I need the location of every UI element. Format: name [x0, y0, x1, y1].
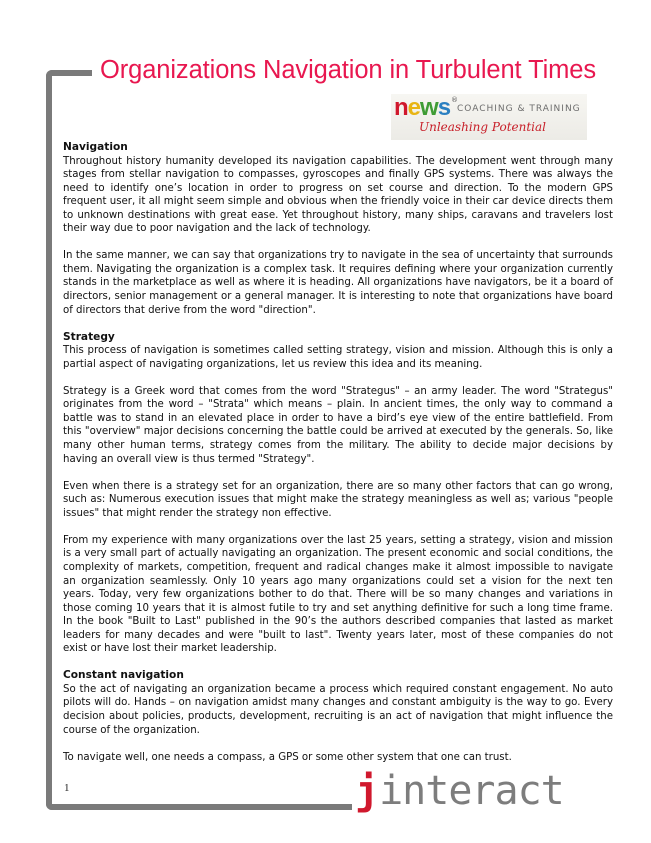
logo-tagline: Unleashing Potential — [419, 120, 547, 134]
section-heading: Navigation — [63, 141, 128, 153]
section-heading: Constant navigation — [63, 669, 184, 682]
registered-mark: ® — [451, 96, 458, 104]
page-number: 1 — [64, 782, 70, 794]
article-body — [63, 141, 613, 778]
section-strategy — [63, 331, 613, 656]
paragraph: This process of navigation is sometimes called setting strategy, vision and mission. Although this is only a partial aspect of navigating organizations, let us review this idea and its meaning. — [63, 345, 613, 370]
paragraph: So the act of navigating an organization became a process which required constant engagement. No auto pilots will do. Hands – on navigation amidst many changes and constant ambiguity is the way to go. Every decision about policies, products, development, recruiting is an act of navigation that might influence the course of the organization. — [63, 683, 613, 736]
section-navigation — [63, 141, 613, 317]
logo-subtitle: COACHING & TRAINING — [457, 104, 581, 114]
logo-wordmark — [394, 96, 450, 120]
frame-left-bar — [46, 70, 52, 810]
paragraph: To navigate well, one needs a compass, a GPS or some other system that one can trust. — [63, 751, 512, 763]
logo-letter-w: w — [420, 94, 438, 121]
section-heading: Strategy — [63, 330, 115, 343]
logo-letter-s: s — [437, 94, 451, 121]
logo-letter-e: e — [407, 94, 421, 121]
frame-top-bar — [46, 70, 92, 76]
interact-logo — [355, 768, 564, 812]
news-coaching-logo — [391, 94, 587, 140]
paragraph: Strategy is a Greek word that comes from the word "Strategus" – an army leader. The word "Strategus" originates from the word – "Strata" which means – plain. In ancient times, the only way to command a battle was to stand in an elevated place in order to have a bird’s eye view of the entire battlefield. From this "overview" major decisions concerning the battle could be arrived at executed by the generals. So, like many other human terms, strategy comes from the military. The ability to decide major decisions by having an overall view is thus termed "Strategy". — [63, 385, 613, 465]
paragraph: Even when there is a strategy set for an organization, there are so many other factors that can go wrong, such as: Numerous execution issues that might make the strategy meaningless as well as; various "people issues" that might render the strategy non effective. — [63, 480, 613, 519]
page-title: Organizations Navigation in Turbulent Times — [100, 56, 597, 84]
section-constant-navigation — [63, 669, 613, 764]
paragraph: From my experience with many organizations over the last 25 years, setting a strategy, vision and mission is a very small part of actually navigating an organization. The present economic and social conditions, the complexity of markets, competition, frequent and radical changes make it almost impossible to navigate an organization seamlessly. Only 10 years ago many organizations could set a vision for the next ten years. Today, very few organizations bother to do that. There will be so many changes and variations in those coming 10 years that it is almost futile to try and set anything definitive for such a long time frame. In the book "Built to Last" published in the 90’s the authors described companies that lasted as market leaders for many decades and were "built to last". Twenty years later, most of these companies do not exist or have lost their market leadership. — [63, 534, 613, 655]
paragraph: Throughout history humanity developed its navigation capabilities. The development went through many stages from stellar navigation to compasses, gyroscopes and finally GPS systems. There was always the need to identify one’s location in order to progress on set course and direction. To the modern GPS frequent user, it all might seem simple and obvious when the friendly voice in their car device directs them to unknown destinations with great ease. Yet throughout history, many ships, caravans and travelers lost their way due to poor navigation and the lack of technology. — [63, 155, 613, 235]
paragraph: In the same manner, we can say that organizations try to navigate in the sea of uncertainty that surrounds them. Navigating the organization is a complex task. It requires defining where your organization currently stands in the marketplace as well as where it is heading. All organizations have navigators, be it a board of directors, senior management or a general manager. It is interesting to note that organizations have board of directors that derive from the word "direction". — [63, 250, 613, 316]
logo-letter-n: n — [394, 94, 408, 121]
brand-wordmark: interact — [379, 768, 564, 814]
frame-bottom-bar — [46, 804, 352, 810]
brand-prefix: j — [355, 768, 380, 814]
